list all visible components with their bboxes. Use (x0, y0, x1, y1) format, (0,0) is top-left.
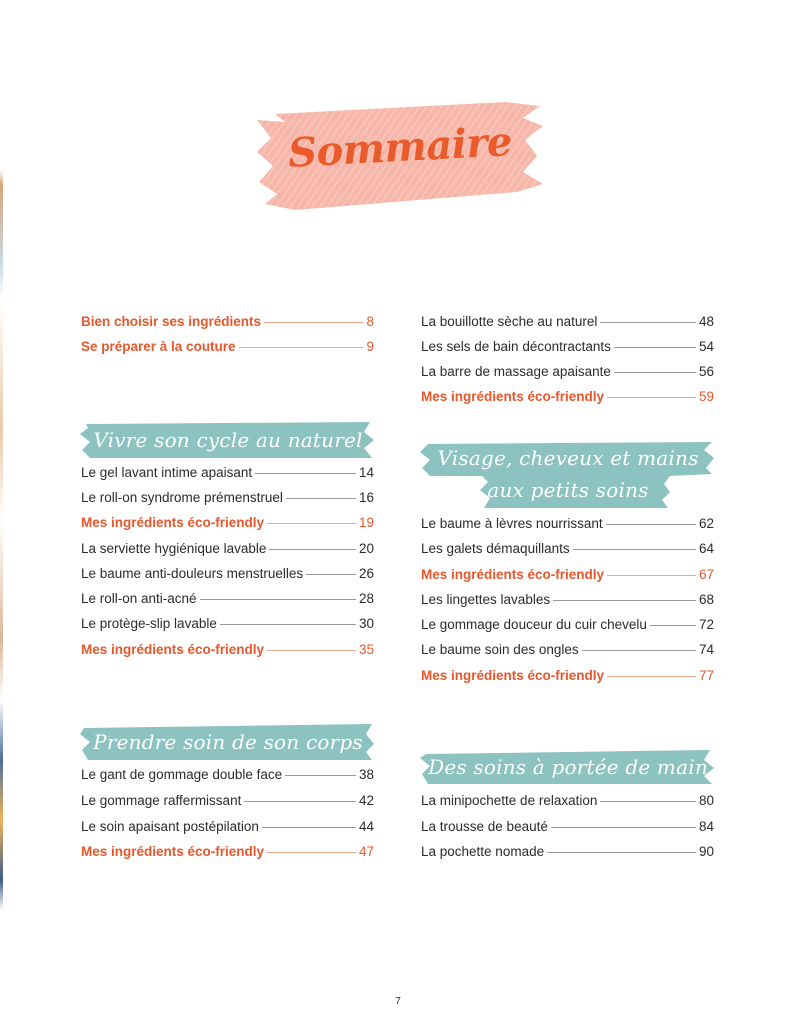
toc-entry[interactable]: Le gel lavant intime apaisant 14 (81, 465, 374, 480)
page-number: 7 (395, 996, 401, 1007)
toc-entry[interactable]: Mes ingrédients éco-friendly 77 (421, 668, 714, 683)
toc-entry[interactable]: Le baume à lèvres nourrissant 62 (421, 516, 714, 531)
toc-entry[interactable]: Le baume soin des ongles 74 (421, 642, 714, 657)
toc-entry[interactable]: Bien choisir ses ingrédients 8 (81, 314, 374, 329)
toc-entry[interactable]: Mes ingrédients éco-friendly 47 (81, 844, 374, 859)
toc-entry[interactable]: Les sels de bain décontractants 54 (421, 339, 714, 354)
toc-entry[interactable]: La trousse de beauté 84 (421, 819, 714, 834)
toc-entry[interactable]: La pochette nomade 90 (421, 844, 714, 859)
toc-entry[interactable]: Les lingettes lavables 68 (421, 592, 714, 607)
toc-entry[interactable]: La minipochette de relaxation 80 (421, 793, 714, 808)
section-title: Des soins à portée de main (428, 755, 708, 779)
toc-entry[interactable]: Mes ingrédients éco-friendly 59 (421, 389, 714, 404)
section-banner-cycle (80, 420, 376, 460)
toc-entry[interactable]: Mes ingrédients éco-friendly 35 (81, 642, 374, 657)
section-banner-visage (420, 440, 716, 510)
adjacent-page-edge (0, 0, 3, 1024)
toc-entry[interactable]: Mes ingrédients éco-friendly 67 (421, 567, 714, 582)
toc-entry[interactable]: Le soin apaisant postépilation 44 (81, 819, 374, 834)
toc-entry[interactable]: Le gant de gommage double face 38 (81, 767, 374, 782)
toc-entry[interactable]: Mes ingrédients éco-friendly 19 (81, 515, 374, 530)
toc-entry[interactable]: Les galets démaquillants 64 (421, 541, 714, 556)
section-title-line1: Visage, cheveux et mains (437, 446, 699, 470)
section-banner-corps (80, 722, 376, 762)
toc-entry[interactable]: Le roll-on syndrome prémenstruel 16 (81, 490, 374, 505)
toc-entry[interactable]: La barre de massage apaisante 56 (421, 364, 714, 379)
toc-entry[interactable]: Le baume anti-douleurs menstruelles 26 (81, 566, 374, 581)
toc-entry[interactable]: Le protège-slip lavable 30 (81, 616, 374, 631)
page-title: Sommaire (286, 118, 513, 177)
toc-entry[interactable]: La serviette hygiénique lavable 20 (81, 541, 374, 556)
toc-entry[interactable]: Se préparer à la couture 9 (81, 339, 374, 354)
section-title: Prendre soin de son corps (93, 730, 363, 754)
toc-entry[interactable]: Le gommage raffermissant 42 (81, 793, 374, 808)
section-banner-main (420, 748, 716, 786)
toc-entry[interactable]: Le roll-on anti-acné 28 (81, 591, 374, 606)
section-title: Vivre son cycle au naturel (93, 428, 363, 452)
toc-entry[interactable]: La bouillotte sèche au naturel 48 (421, 314, 714, 329)
title-banner (255, 100, 545, 212)
section-title-line2: aux petits soins (487, 478, 649, 502)
toc-entry[interactable]: Le gommage douceur du cuir chevelu 72 (421, 617, 714, 632)
